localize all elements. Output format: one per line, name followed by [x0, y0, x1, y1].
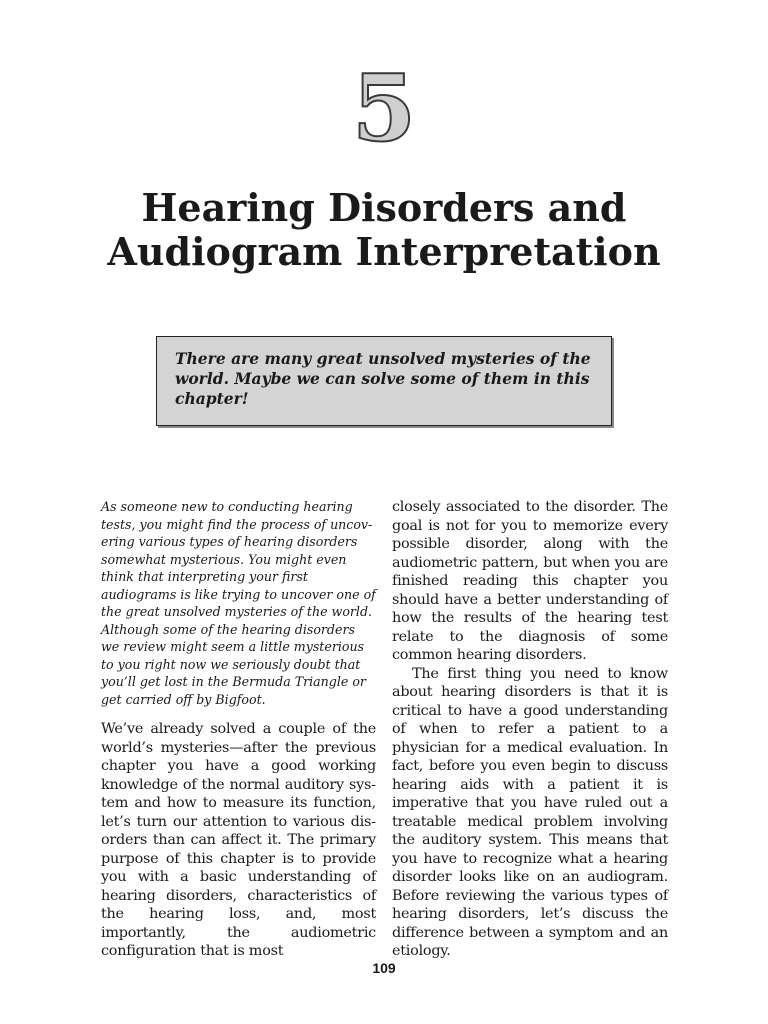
left-column	[101, 498, 376, 961]
right-column	[392, 498, 667, 961]
chapter-title-line-1: Hearing Disorders and	[141, 185, 627, 230]
page-number: 109	[372, 960, 396, 976]
chapter-title-line-2: Audiogram Interpretation	[107, 229, 661, 274]
epigraph-box: There are many great unsolved mysteries of the world. Maybe we can solve some of them in this chapter!	[156, 336, 612, 426]
chapter-number: 5	[351, 54, 416, 162]
chapter-title	[0, 186, 768, 274]
body-paragraph-2: The first thing you need to know about hearing disorders is that it is critical to have a good understanding of when to refer a patient to a physician for a medical evaluation. In fact, before you even begin to discuss hearing aids with a patient it is imperative that you have ruled out a treatable medical problem involving the auditory system. This means that you have to recognize what a hearing disorder looks like on an audiogram. Before reviewing the various types of hearing disorders, let’s discuss the difference between a symptom and an etiology.	[392, 665, 668, 959]
body-paragraph-1-end: closely associated to the disorder. The goal is not for you to memorize every possible disorder, along with the audiometric pattern, but when you are finished reading this chapter you should have a better understanding of how the results of the hearing test relate to the diagnosis of some common hearing disorders.	[392, 499, 668, 663]
body-paragraph-1-start: We’ve already solved a couple of the world’s mysteries—after the previous chapter you have a good working knowledge of the normal auditory system and how to measure its function, let’s turn our attention to various disorders than can affect it. The primary purpose of this chapter is to provide you with a basic understanding of hearing disorders, characteristics of the hearing loss, and, most importantly, the audiometric configuration that is most	[101, 721, 376, 959]
intro-paragraph: As someone new to conducting hearing tests, you might find the process of uncovering various types of hearing disorders somewhat mysterious. You might even think that interpreting your first audiograms is like trying to uncover one of the great unsolved mysteries of the world. Although some of the hearing disorders we review might seem a little mysterious to you right now we seriously doubt that you’ll get lost in the Bermuda Triangle or get carried off by Bigfoot.	[101, 499, 376, 707]
